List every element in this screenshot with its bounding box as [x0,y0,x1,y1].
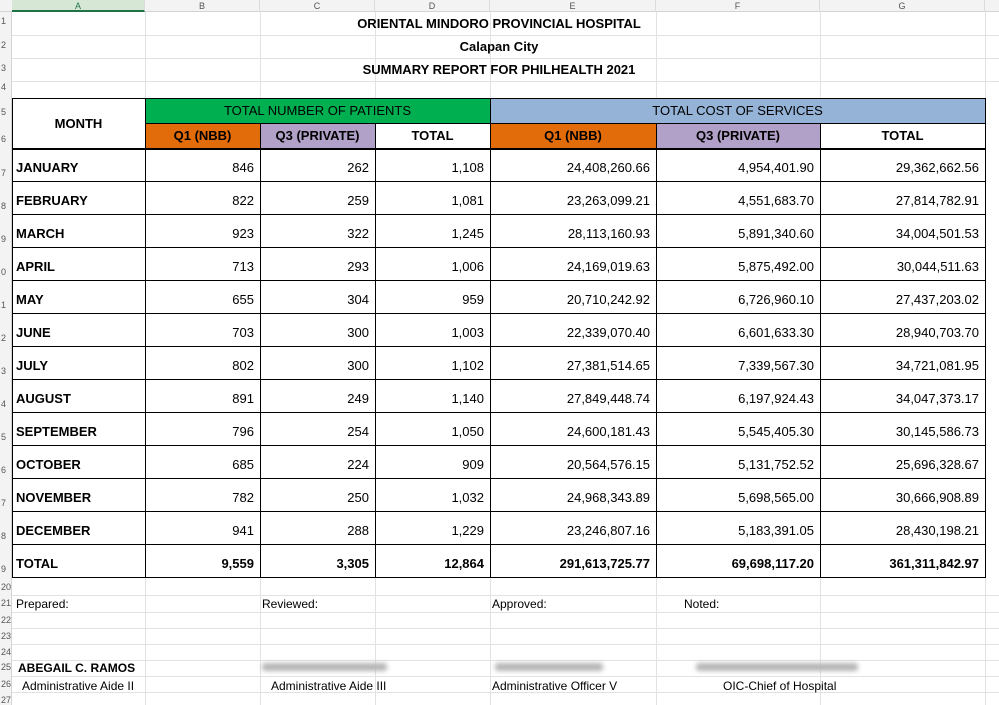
patients-total-cell[interactable]: 1,081 [451,193,484,208]
row-header-bar [0,12,12,705]
month-cell[interactable]: DECEMBER [16,523,91,538]
table-border [145,123,985,124]
table-border [145,98,146,578]
table-border [12,98,13,578]
row-border [12,214,985,215]
row-header[interactable]: 3 [1,63,7,73]
cost-q3-cell[interactable]: 5,891,340.60 [738,226,814,241]
month-cell[interactable]: JULY [16,358,49,373]
row-border [12,445,985,446]
cost-total-header[interactable]: TOTAL [881,128,924,143]
cost-q3-cell[interactable]: 69,698,117.20 [731,556,814,571]
column-header-e[interactable]: E [490,0,656,12]
cost-total-cell[interactable]: 29,362,662.56 [895,160,979,175]
cost-q1-header[interactable]: Q1 (NBB) [490,123,656,148]
cost-q1-cell[interactable]: 28,113,160.93 [567,226,650,241]
reviewed-label: Reviewed: [262,597,319,611]
table-border [260,123,261,578]
row-border [12,313,985,314]
month-cell[interactable]: SEPTEMBER [16,424,97,439]
patients-q1-header[interactable]: Q1 (NBB) [145,123,260,148]
month-cell[interactable]: AUGUST [16,391,71,406]
row-border [12,478,985,479]
cost-q1-cell[interactable]: 20,564,576.15 [566,457,650,472]
column-header-bar [0,0,999,12]
cost-q1-cell[interactable]: 24,169,019.63 [566,259,650,274]
patients-q3-cell[interactable]: 293 [347,259,369,274]
row-header[interactable]: 1 [1,16,7,26]
cost-q1-cell[interactable]: 22,339,070.40 [566,325,650,340]
row-header[interactable]: 8 [1,201,7,211]
cost-total-cell[interactable]: 28,430,198.21 [895,523,979,538]
month-cell[interactable]: FEBRUARY [16,193,88,208]
gridline [12,58,999,59]
patients-q3-cell[interactable]: 322 [347,226,369,241]
row-header[interactable]: 5 [1,107,7,117]
patients-q1-cell[interactable]: 703 [232,325,254,340]
table-border [12,544,985,545]
patients-total-cell[interactable]: 1,003 [451,325,484,340]
row-border [12,280,985,281]
row-header[interactable]: 3 [1,366,7,376]
column-header-a[interactable]: A [12,0,145,12]
row-border [12,511,985,512]
patients-q3-cell[interactable]: 254 [347,424,369,439]
patients-q3-cell[interactable]: 288 [347,523,369,538]
cost-q1-cell[interactable]: 24,968,343.89 [566,490,650,505]
cost-total-cell[interactable]: 30,044,511.63 [896,259,979,274]
cost-q3-cell[interactable]: 4,551,683.70 [738,193,814,208]
row-border [12,247,985,248]
cost-q3-cell[interactable]: 7,339,567.30 [738,358,814,373]
gridline [12,35,999,36]
gridline [12,660,999,661]
patients-q3-cell[interactable]: 3,305 [336,556,369,571]
month-header[interactable]: MONTH [54,115,103,131]
cost-q1-cell[interactable]: 20,710,242.92 [566,292,650,307]
row-header[interactable]: 2 [1,333,7,343]
row-header[interactable]: 6 [1,134,7,144]
cost-q3-cell[interactable]: 5,183,391.05 [738,523,814,538]
row-header[interactable]: 8 [1,531,7,541]
row-header[interactable]: 4 [1,82,7,92]
approved-label: Approved: [492,597,547,611]
patients-total-header[interactable]: TOTAL [411,128,454,143]
row-header[interactable]: 5 [1,432,7,442]
month-cell[interactable]: OCTOBER [16,457,81,472]
row-header[interactable]: 9 [1,234,7,244]
row-header[interactable]: 2 [1,40,7,50]
patients-q3-cell[interactable]: 262 [347,160,369,175]
cost-total-cell[interactable]: 34,047,373.17 [895,391,979,406]
patients-q1-cell[interactable]: 713 [232,259,254,274]
cost-q1-cell[interactable]: 27,849,448.74 [566,391,650,406]
patients-q3-cell[interactable]: 300 [347,325,369,340]
gridline [12,612,999,613]
noted-name-redacted [696,663,858,671]
row-header[interactable]: 20 [1,582,12,592]
month-cell[interactable]: TOTAL [16,556,59,571]
cost-q1-cell[interactable]: 23,263,099.21 [566,193,650,208]
table-border [656,123,657,578]
row-border [12,379,985,380]
patients-q1-cell[interactable]: 685 [232,457,254,472]
patients-total-cell[interactable]: 1,140 [451,391,484,406]
prepared-name: ABEGAIL C. RAMOS [18,661,136,675]
reviewed-name-redacted [262,663,387,671]
cost-q3-header[interactable]: Q3 (PRIVATE) [656,123,820,148]
cost-total-cell[interactable]: 27,814,782.91 [895,193,979,208]
cost-q3-cell[interactable]: 6,601,633.30 [738,325,814,340]
cost-total-cell[interactable]: 28,940,703.70 [895,325,979,340]
cost-q3-cell[interactable]: 6,726,960.10 [738,292,814,307]
patients-total-cell[interactable]: 1,229 [451,523,484,538]
patients-q1-cell[interactable]: 782 [232,490,254,505]
gridline [12,644,999,645]
patients-q3-cell[interactable]: 249 [347,391,369,406]
cost-q3-cell[interactable]: 5,875,492.00 [738,259,814,274]
cost-q1-cell[interactable]: 24,600,181.43 [566,424,650,439]
column-header-b[interactable]: B [145,0,260,12]
gridline [12,628,999,629]
column-header-f[interactable]: F [656,0,820,12]
report-title: ORIENTAL MINDORO PROVINCIAL HOSPITAL [357,16,641,31]
patients-total-cell[interactable]: 1,032 [451,490,484,505]
cost-total-cell[interactable]: 27,437,203.02 [895,292,979,307]
cost-q1-cell[interactable]: 27,381,514.65 [566,358,650,373]
gridline [12,595,999,596]
column-header-c[interactable]: C [260,0,375,12]
patients-total-cell[interactable]: 959 [462,292,484,307]
table-border [12,98,985,99]
row-header[interactable]: 25 [1,662,12,672]
cost-total-cell[interactable]: 34,721,081.95 [895,358,979,373]
row-header[interactable]: 26 [1,679,12,689]
cost-total-cell[interactable]: 30,145,586.73 [895,424,979,439]
row-header[interactable]: 21 [1,598,12,608]
cost-q3-cell[interactable]: 5,545,405.30 [738,424,814,439]
cost-q1-cell[interactable]: 23,246,807.16 [566,523,650,538]
column-header-g[interactable]: G [820,0,985,12]
row-header[interactable]: 6 [1,465,7,475]
patients-q1-cell[interactable]: 846 [232,160,254,175]
patients-q1-cell[interactable]: 923 [232,226,254,241]
cost-total-cell[interactable]: 30,666,908.89 [895,490,979,505]
report-city: Calapan City [459,39,539,54]
patients-q1-cell[interactable]: 822 [232,193,254,208]
prepared-label: Prepared: [16,597,69,611]
row-border [12,346,985,347]
gridline [12,676,999,677]
patients-q1-cell[interactable]: 802 [232,358,254,373]
patients-q3-cell[interactable]: 300 [347,358,369,373]
approved-name-redacted [495,663,603,671]
table-border [820,123,821,578]
noted-title: OIC-Chief of Hospital [723,679,837,693]
cost-q3-cell[interactable]: 4,954,401.90 [738,160,814,175]
table-border [375,123,376,578]
month-cell[interactable]: MAY [16,292,44,307]
table-border [985,98,986,578]
report-subtitle: SUMMARY REPORT FOR PHILHEALTH 2021 [362,62,636,77]
patients-total-cell[interactable]: 1,006 [451,259,484,274]
cost-q3-cell[interactable]: 5,131,752.52 [738,457,814,472]
row-header[interactable]: 22 [1,615,12,625]
patients-q3-header[interactable]: Q3 (PRIVATE) [260,123,375,148]
cost-total-cell[interactable]: 34,004,501.53 [895,226,979,241]
month-cell[interactable]: JANUARY [16,160,79,175]
patients-q1-cell[interactable]: 891 [232,391,254,406]
patients-q3-cell[interactable]: 259 [347,193,369,208]
row-header[interactable]: 27 [1,695,12,705]
patients-total-cell[interactable]: 1,102 [451,358,484,373]
patients-q3-cell[interactable]: 250 [347,490,369,505]
patients-header[interactable]: TOTAL NUMBER OF PATIENTS [145,98,490,123]
cost-q3-cell[interactable]: 5,698,565.00 [738,490,814,505]
cost-total-cell[interactable]: 25,696,328.67 [895,457,979,472]
patients-total-cell[interactable]: 1,245 [451,226,484,241]
cost-q1-cell[interactable]: 291,613,725.77 [559,556,650,571]
row-header[interactable]: 4 [1,399,7,409]
month-cell[interactable]: NOVEMBER [16,490,92,505]
row-border [12,181,985,182]
row-header[interactable]: 1 [1,300,7,310]
row-header[interactable]: 23 [1,631,12,641]
patients-total-cell[interactable]: 909 [462,457,484,472]
row-header[interactable]: 24 [1,647,12,657]
reviewed-title: Administrative Aide III [271,679,387,693]
patients-total-cell[interactable]: 1,050 [451,424,484,439]
patients-total-cell[interactable]: 12,864 [444,556,484,571]
table-border [12,148,985,150]
row-header[interactable]: 0 [1,267,7,277]
cost-total-cell[interactable]: 361,311,842.97 [889,556,979,571]
row-header[interactable]: 7 [1,498,7,508]
cost-q1-cell[interactable]: 24,408,260.66 [566,160,650,175]
approved-title: Administrative Officer V [492,679,618,693]
row-border [12,412,985,413]
cost-header[interactable]: TOTAL COST OF SERVICES [490,98,985,123]
month-cell[interactable]: APRIL [16,259,55,274]
month-cell[interactable]: MARCH [16,226,65,241]
noted-label: Noted: [684,597,720,611]
prepared-title: Administrative Aide II [22,679,135,693]
table-border [490,98,491,578]
patients-q1-cell[interactable]: 796 [232,424,254,439]
gridline [12,81,999,82]
patients-total-cell[interactable]: 1,108 [451,160,484,175]
patients-q1-cell[interactable]: 941 [232,523,254,538]
patients-q1-cell[interactable]: 9,559 [221,556,254,571]
row-header[interactable]: 9 [1,564,7,574]
column-header-d[interactable]: D [375,0,490,12]
row-header[interactable]: 7 [1,168,7,178]
patients-q3-cell[interactable]: 304 [347,292,369,307]
table-border [12,577,985,578]
month-cell[interactable]: JUNE [16,325,51,340]
patients-q1-cell[interactable]: 655 [232,292,254,307]
patients-q3-cell[interactable]: 224 [347,457,369,472]
cost-q3-cell[interactable]: 6,197,924.43 [738,391,814,406]
